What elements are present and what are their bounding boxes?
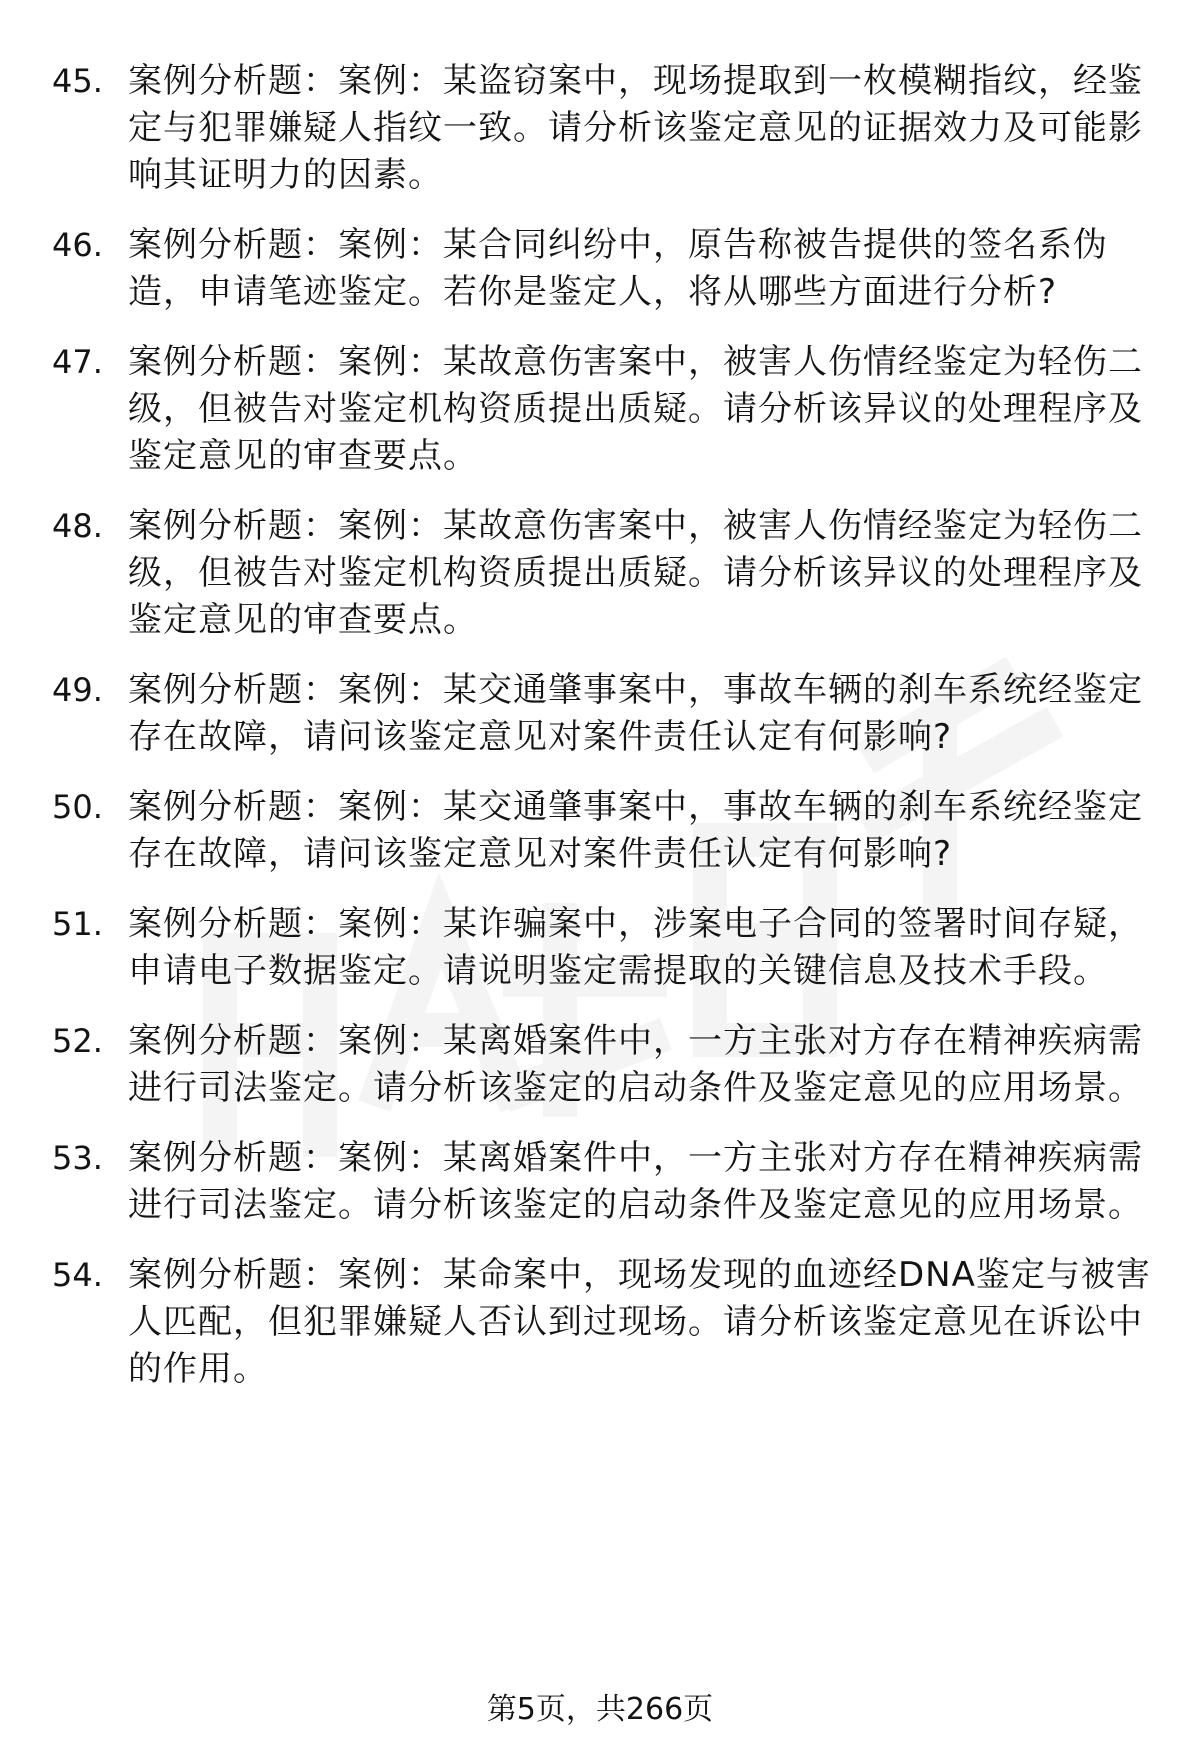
question-text: 案例分析题：案例：某离婚案件中，一方主张对方存在精神疾病需进行司法鉴定。请分析该鉴定的启动条件及鉴定意见的应用场景。 bbox=[128, 1138, 1143, 1225]
question-list bbox=[52, 58, 1160, 1416]
question-text: 案例分析题：案例：某命案中，现场发现的血迹经DNA鉴定与被害人匹配，但犯罪嫌疑人否认到过现场。请分析该鉴定意见在诉讼中的作用。 bbox=[128, 1255, 1151, 1389]
question-item-50 bbox=[52, 784, 1160, 878]
question-number: 53. bbox=[52, 1139, 103, 1177]
question-item-54 bbox=[52, 1252, 1160, 1393]
page-number-footer: 第5页，共266页 bbox=[486, 1692, 714, 1727]
question-text: 案例分析题：案例：某诈骗案中，涉案电子合同的签署时间存疑，申请电子数据鉴定。请说明鉴定需提取的关键信息及技术手段。 bbox=[128, 904, 1143, 991]
question-number: 45. bbox=[52, 62, 103, 100]
question-text: 案例分析题：案例：某离婚案件中，一方主张对方存在精神疾病需进行司法鉴定。请分析该鉴定的启动条件及鉴定意见的应用场景。 bbox=[128, 1021, 1143, 1108]
question-number: 52. bbox=[52, 1022, 103, 1060]
question-number: 46. bbox=[52, 226, 103, 264]
question-text: 案例分析题：案例：某盗窃案中，现场提取到一枚模糊指纹，经鉴定与犯罪嫌疑人指纹一致。请分析该鉴定意见的证据效力及可能影响其证明力的因素。 bbox=[128, 61, 1143, 195]
question-item-45 bbox=[52, 58, 1160, 199]
question-text: 案例分析题：案例：某合同纠纷中，原告称被告提供的签名系伪造，申请笔迹鉴定。若你是鉴定人，将从哪些方面进行分析? bbox=[128, 225, 1108, 312]
question-item-49 bbox=[52, 667, 1160, 761]
question-number: 49. bbox=[52, 671, 103, 709]
question-item-51 bbox=[52, 901, 1160, 995]
question-number: 50. bbox=[52, 788, 103, 826]
question-text: 案例分析题：案例：某交通肇事案中，事故车辆的刹车系统经鉴定存在故障，请问该鉴定意见对案件责任认定有何影响? bbox=[128, 670, 1143, 757]
question-item-52 bbox=[52, 1018, 1160, 1112]
question-item-47 bbox=[52, 339, 1160, 480]
question-text: 案例分析题：案例：某故意伤害案中，被害人伤情经鉴定为轻伤二级，但被告对鉴定机构资质提出质疑。请分析该异议的处理程序及鉴定意见的审查要点。 bbox=[128, 506, 1143, 640]
question-number: 48. bbox=[52, 507, 103, 545]
question-item-53 bbox=[52, 1135, 1160, 1229]
question-number: 54. bbox=[52, 1256, 103, 1294]
question-number: 47. bbox=[52, 343, 103, 381]
question-item-46 bbox=[52, 222, 1160, 316]
question-text: 案例分析题：案例：某交通肇事案中，事故车辆的刹车系统经鉴定存在故障，请问该鉴定意见对案件责任认定有何影响? bbox=[128, 787, 1143, 874]
question-item-48 bbox=[52, 503, 1160, 644]
question-text: 案例分析题：案例：某故意伤害案中，被害人伤情经鉴定为轻伤二级，但被告对鉴定机构资质提出质疑。请分析该异议的处理程序及鉴定意见的审查要点。 bbox=[128, 342, 1143, 476]
question-number: 51. bbox=[52, 905, 103, 943]
